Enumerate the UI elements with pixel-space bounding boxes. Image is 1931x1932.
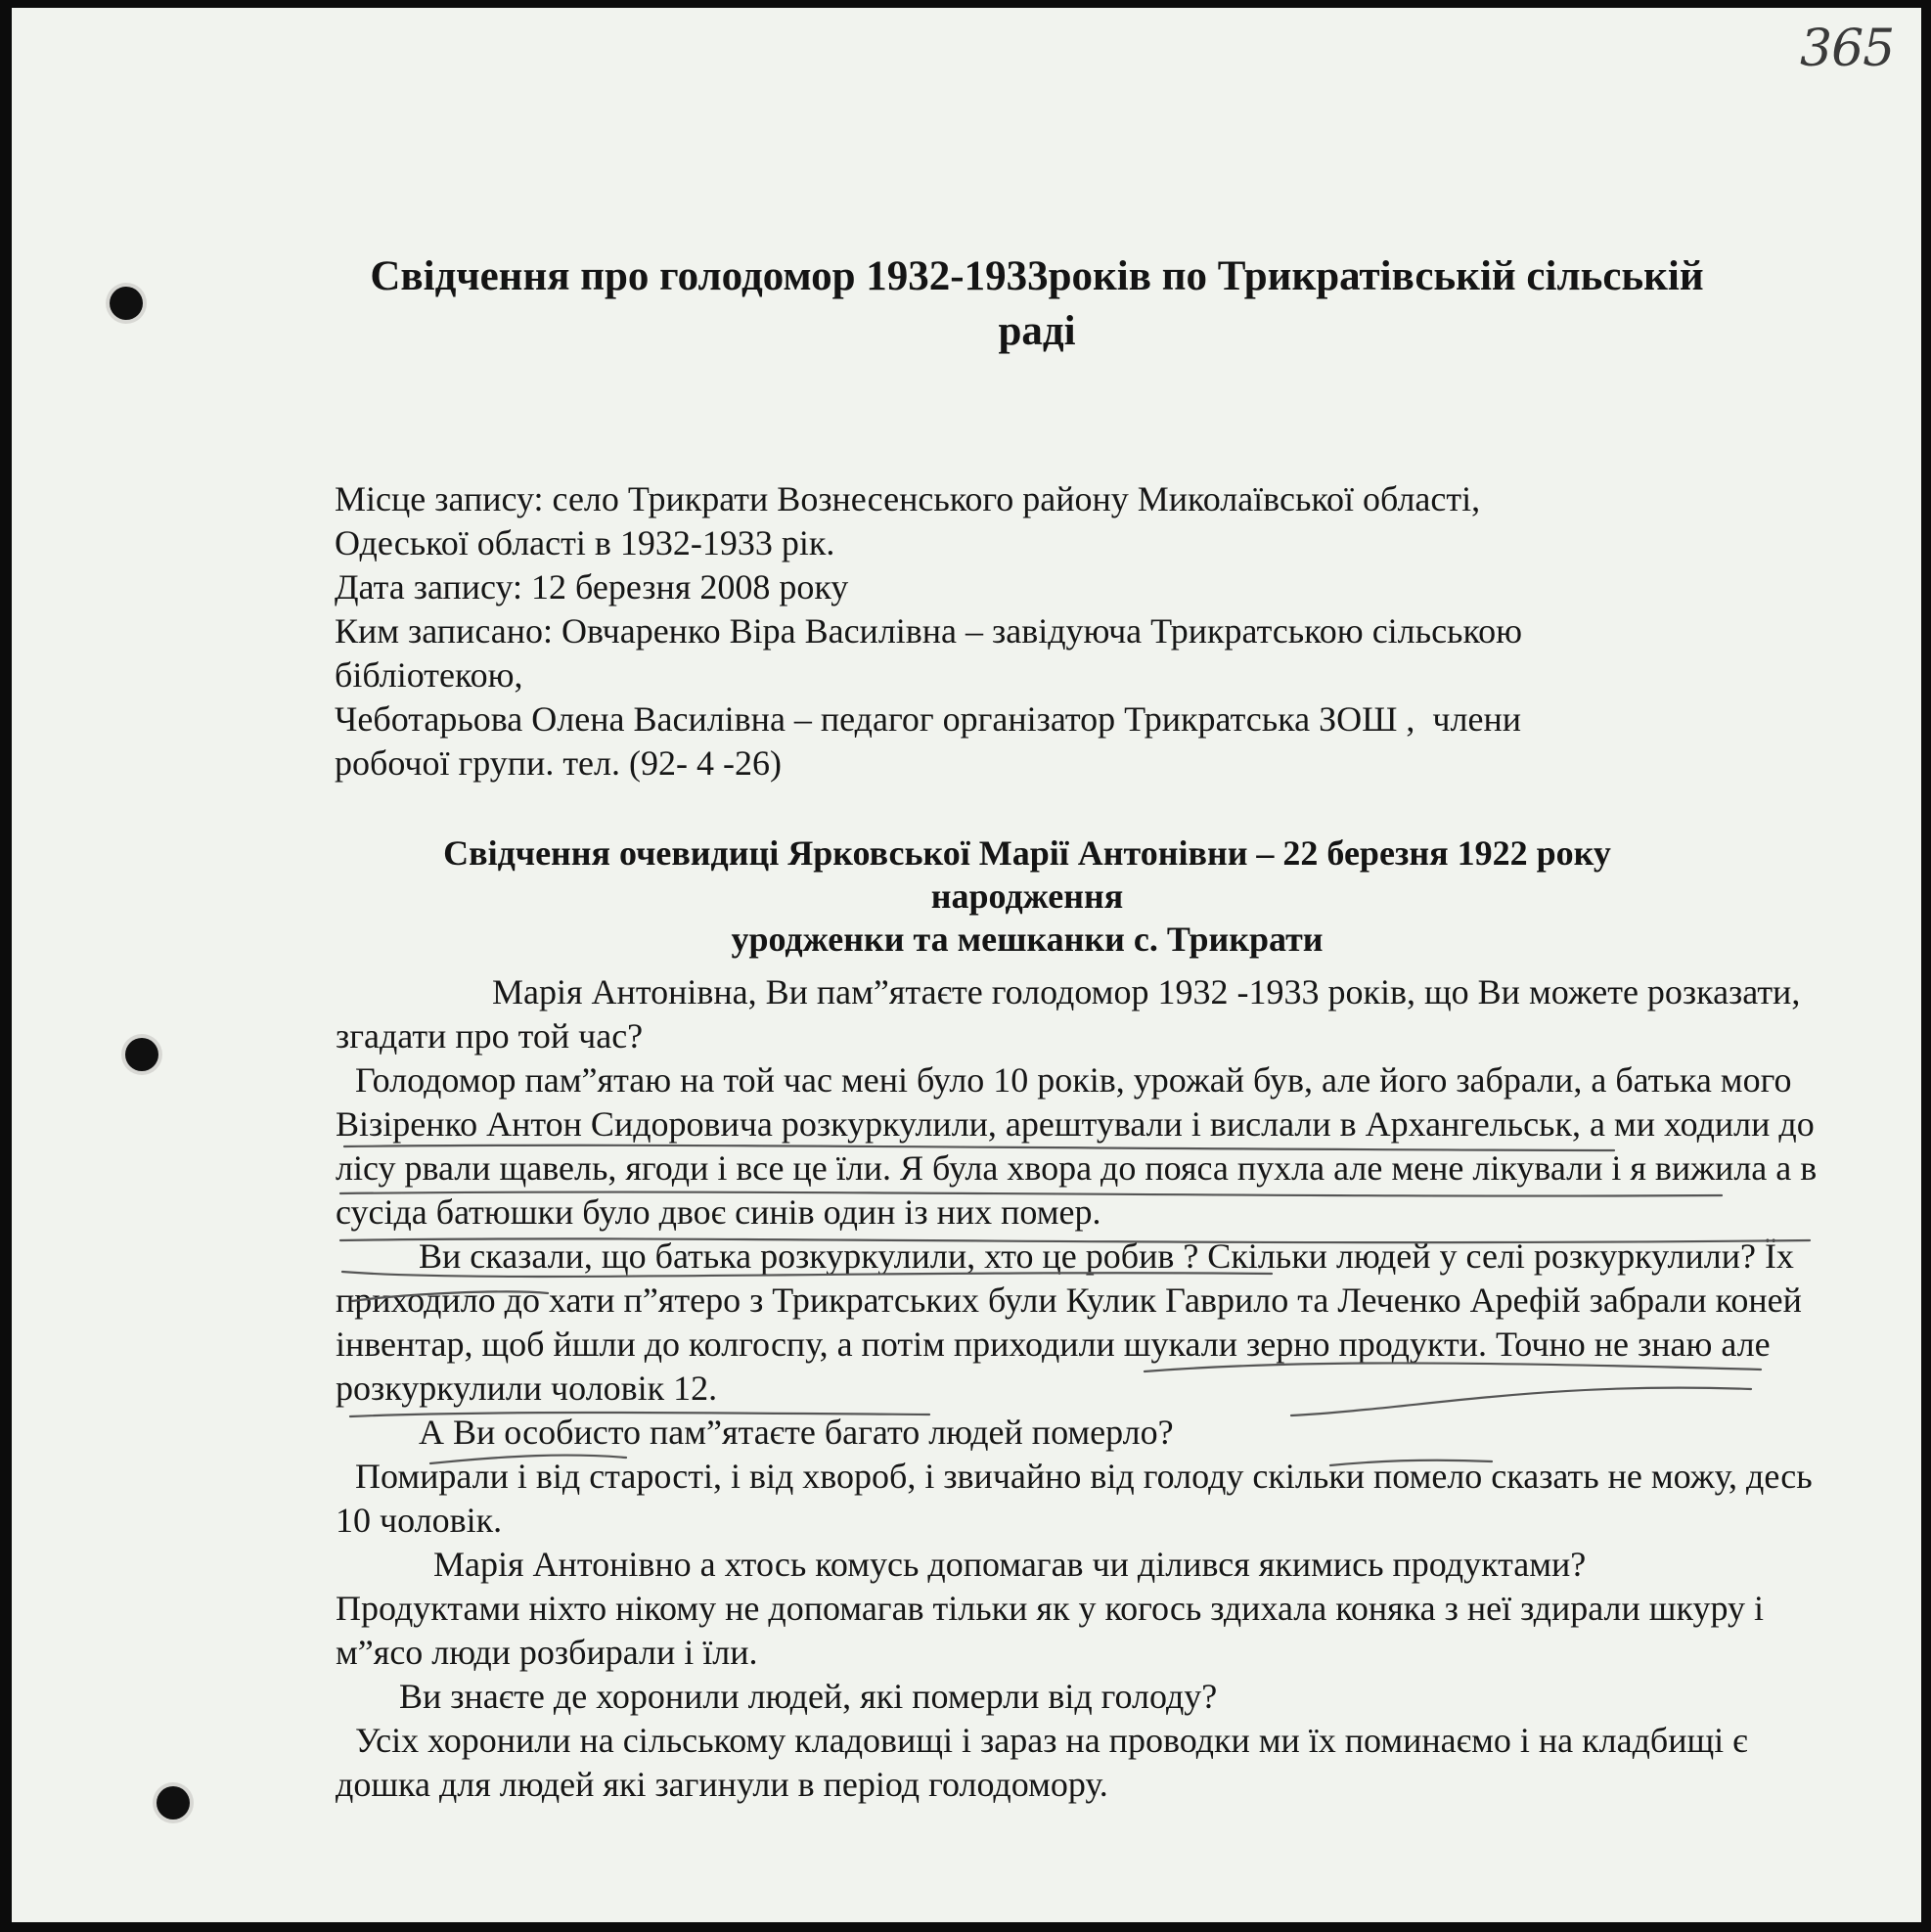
punch-hole <box>157 1786 190 1820</box>
interview-text <box>336 970 1842 1807</box>
witness-heading-line: народження <box>930 876 1124 916</box>
title-line: раді <box>998 308 1076 354</box>
witness-heading <box>333 831 1722 961</box>
interview-answer: Голодомор пам”ятаю на той час мені було 10 років, урожай був, але його забрали, а батька мого Візіренко Антон Сидоровича розкуркулили, арештували і вислали в Архангельськ, а ми ходили до лісу рвали щавель, ягоди і все це їли. Я була хвора до пояса пухла але мене лікували і я вижила а в сусіда батюшки було двоє синів один із них помер. <box>336 1060 1818 1232</box>
meta-line: робочої групи. тел. (92- 4 -26) <box>335 743 782 783</box>
title-line: Свідчення про голодомор 1932-1933років по Трикратівській сільській <box>370 253 1704 299</box>
witness-heading-line: Свідчення очевидиці Ярковської Марії Антонівни – 22 березня 1922 року <box>443 833 1611 873</box>
meta-line: Чеботарьова Олена Василівна – педагог організатор Трикратська ЗОШ , члени <box>335 699 1521 739</box>
document-title <box>274 249 1800 359</box>
meta-line: Одеської області в 1932-1933 рік. <box>335 523 835 562</box>
interview-question: Марія Антонівно а хтось комусь допомагав чи ділився якимись продуктами? <box>433 1545 1587 1584</box>
meta-line: бібліотекою, <box>335 655 523 695</box>
interview-question: Марія Антонівна, Ви пам”ятаєте голодомор 1932 -1933 років, що Ви можете розказати, згадати про той час? <box>336 972 1801 1056</box>
page-number: 365 <box>1800 20 1895 78</box>
interview-answer: Помирали і від старості, і від хвороб, і звичайно від голоду скільки помело сказать не можу, десь 10 чоловік. <box>336 1457 1813 1540</box>
interview-answer: Усіх хоронили на сільському кладовищі і зараз на проводки ми їх поминаємо і на кладбищі є дошка для людей які загинули в період голодомору. <box>336 1721 1748 1804</box>
interview-answer: Продуктами ніхто нікому не допомагав тільки як у когось здихала коняка з неї здирали шкуру і м”ясо люди розбирали і їли. <box>336 1589 1764 1672</box>
interview-question: А Ви особисто пам”ятаєте багато людей померло? <box>419 1413 1174 1452</box>
meta-line: Ким записано: Овчаренко Віра Василівна – завідуюча Трикратською сільською <box>335 611 1523 651</box>
punch-hole <box>125 1038 158 1071</box>
record-metadata <box>335 477 1724 786</box>
interview-question-answer: Ви сказали, що батька розкуркулили, хто це робив ? Скільки людей у селі розкуркулили? Їх приходило до хати п”ятеро з Трикратських були Кулик Гаврило та Леченко Арефій забрали коней інвентар, щоб йшли до колгоспу, а потім приходили шукали зерно продукти. Точно не знаю але розкуркулили чоловік 12. <box>336 1236 1802 1408</box>
meta-line: Місце запису: село Трикрати Вознесенського району Миколаївської області, <box>335 479 1481 518</box>
witness-heading-line: уродженки та мешканки с. Трикрати <box>731 920 1324 959</box>
interview-question: Ви знаєте де хоронили людей, які померли від голоду? <box>399 1677 1218 1716</box>
meta-line: Дата запису: 12 березня 2008 року <box>335 567 849 607</box>
punch-hole <box>110 287 143 320</box>
